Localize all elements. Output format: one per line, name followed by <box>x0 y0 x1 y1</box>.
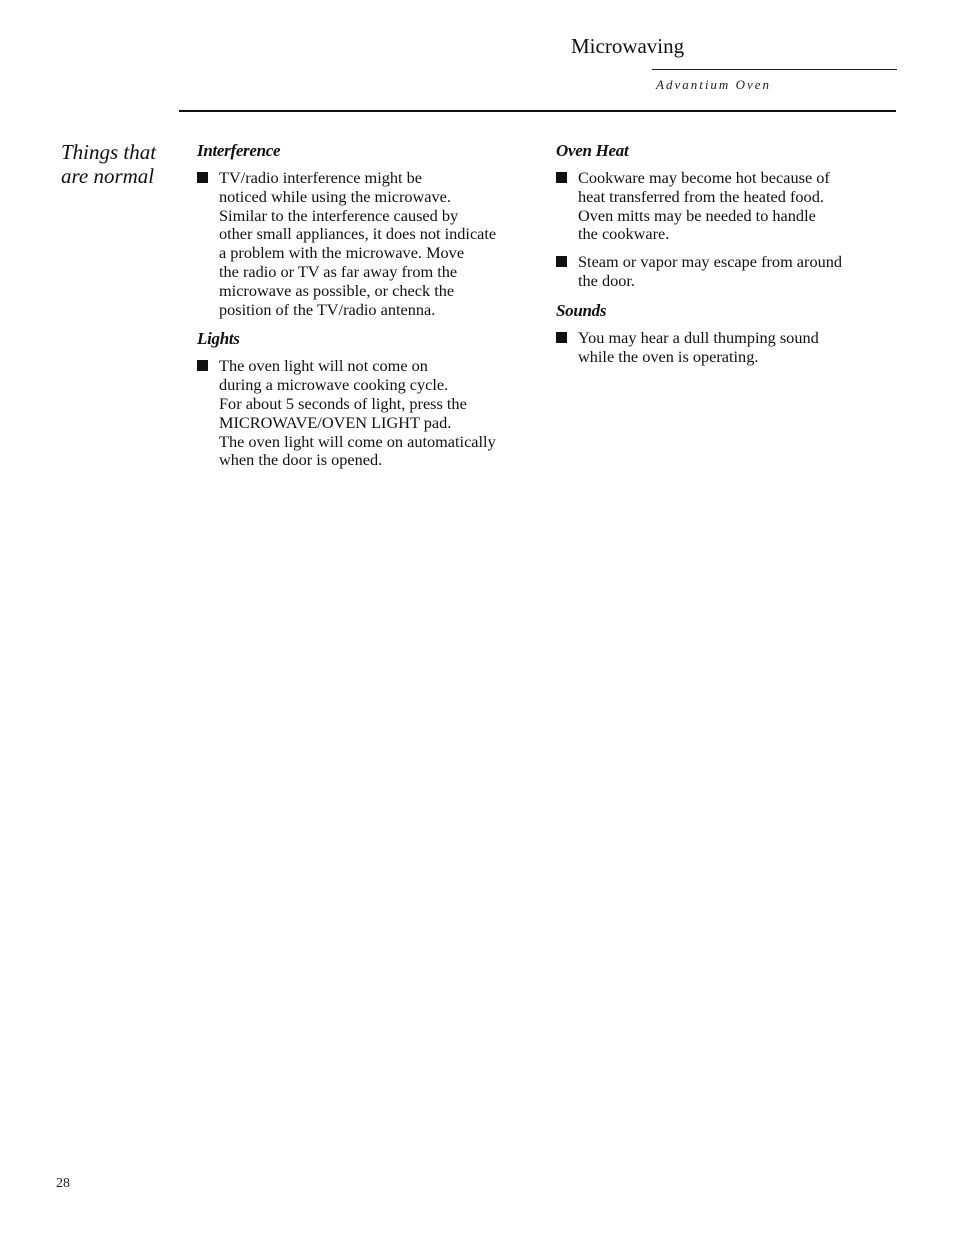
bullet-square-icon <box>556 256 567 267</box>
column-left <box>197 140 537 479</box>
list-item <box>197 357 537 470</box>
list-item <box>556 253 886 291</box>
item-line: the cookware. <box>578 224 670 244</box>
bullet-square-icon <box>197 360 208 371</box>
item-line: Cookware may become hot because of <box>578 168 830 187</box>
section-title-lights: Lights <box>197 329 240 349</box>
bullet-square-icon <box>556 172 567 183</box>
item-line: heat transferred from the heated food. <box>578 186 824 206</box>
item-line: the radio or TV as far away from the <box>219 261 458 281</box>
item-line: other small appliances, it does not indicate <box>219 224 497 244</box>
item-line: Similar to the interference caused by <box>219 205 459 225</box>
item-line: while the oven is operating. <box>578 346 759 366</box>
bullet-square-icon <box>197 172 208 183</box>
item-line: You may hear a dull thumping sound <box>578 327 819 347</box>
item-line: For about 5 seconds of light, press the <box>219 393 467 413</box>
item-line: TV/radio interference might be <box>219 168 422 187</box>
item-line: position of the TV/radio antenna. <box>219 299 436 319</box>
item-line: when the door is opened. <box>219 450 383 470</box>
side-heading-line: are normal <box>61 164 155 188</box>
header-subtitle: Advantium Oven <box>656 77 772 92</box>
header-rule-short <box>652 69 897 70</box>
item-line: The oven light will not come on <box>219 356 428 376</box>
item-line: noticed while using the microwave. <box>219 186 451 206</box>
bullet-square-icon <box>556 332 567 343</box>
section-title-sounds: Sounds <box>556 300 607 320</box>
chapter-title: Microwaving <box>571 34 685 58</box>
header-rule-long <box>179 110 896 112</box>
list-item <box>556 169 886 244</box>
column-right <box>556 140 886 375</box>
item-line: the door. <box>578 270 635 290</box>
list-item <box>197 169 537 319</box>
item-line: a problem with the microwave. Move <box>219 243 465 263</box>
section-title-interference: Interference <box>197 141 281 160</box>
list-item <box>556 329 886 367</box>
page-number: 28 <box>56 1176 70 1191</box>
item-line: Steam or vapor may escape from around <box>578 252 843 272</box>
item-line: microwave as possible, or check the <box>219 280 455 300</box>
section-title-oven-heat: Oven Heat <box>556 141 629 160</box>
item-line: during a microwave cooking cycle. <box>219 375 449 395</box>
item-line: Oven mitts may be needed to handle <box>578 205 816 225</box>
item-line: MICROWAVE/OVEN LIGHT pad. <box>219 412 452 432</box>
item-line: The oven light will come on automatically <box>219 431 496 451</box>
side-heading-line: Things that <box>61 140 157 164</box>
side-heading <box>61 140 186 188</box>
